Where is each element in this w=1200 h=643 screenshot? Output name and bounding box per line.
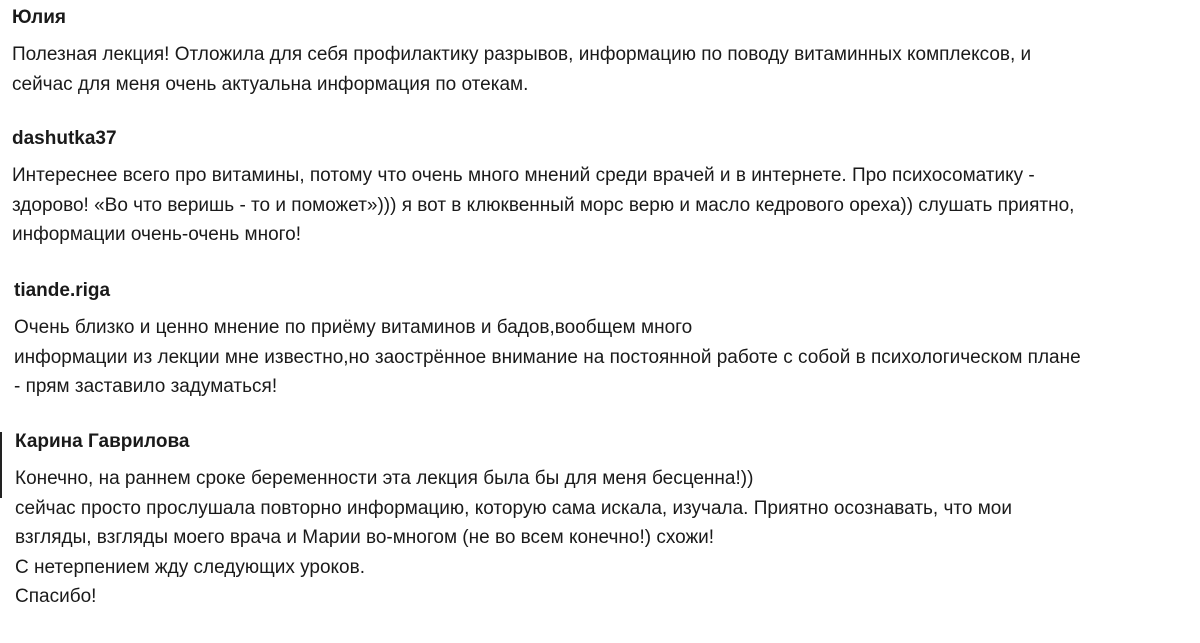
review-text-line: Полезная лекция! Отложила для себя профилактику разрывов, информацию по поводу витаминных комплексов, и — [12, 44, 1032, 65]
review-text — [15, 464, 1190, 612]
review-text-line: - прям заставило задуматься! — [14, 376, 278, 397]
review-text — [12, 161, 1187, 250]
left-edge-divider — [0, 432, 2, 498]
review-text-line: Спасибо! — [15, 586, 97, 607]
review-author: Юлия — [12, 7, 66, 28]
review-text-line: сейчас просто прослушала повторно информацию, которую сама искала, изучала. Приятно осознавать, что мои — [15, 497, 1012, 519]
review-author: dashutka37 — [12, 128, 117, 149]
review-text-line: здорово! «Во что веришь - то и поможет»))) я вот в клюквенный морс верю и масло кедрового ореха)) слушать приятно, — [12, 194, 1075, 216]
review-author: tiande.riga — [14, 280, 111, 301]
review-item — [12, 128, 1187, 250]
review-text — [12, 40, 1187, 99]
review-text-line: сейчас для меня очень актуальна информация по отекам. — [12, 73, 529, 95]
review-item — [12, 7, 1187, 99]
review-item — [15, 431, 1190, 612]
review-author: Карина Гаврилова — [15, 431, 190, 452]
review-text-line: взгляды, взгляды моего врача и Марии во-многом (не во всем конечно!) схожи! — [15, 527, 715, 548]
review-text-line: информации из лекции мне известно,но заострённое внимание на постоянной работе с собой в психологическом плане — [14, 346, 1081, 368]
review-text — [14, 313, 1189, 402]
review-text-line: Конечно, на раннем сроке беременности эта лекция была бы для меня бесценна!)) — [15, 468, 754, 489]
review-text-line: С нетерпением жду следующих уроков. — [15, 556, 365, 578]
review-text-line: Очень близко и ценно мнение по приёму витаминов и бадов,вообщем много — [14, 317, 693, 338]
review-item — [14, 280, 1189, 402]
review-text-line: Интереснее всего про витамины, потому что очень много мнений среди врачей и в интернете. Про психосоматику - — [12, 165, 1035, 186]
review-text-line: информации очень-очень много! — [12, 224, 301, 245]
